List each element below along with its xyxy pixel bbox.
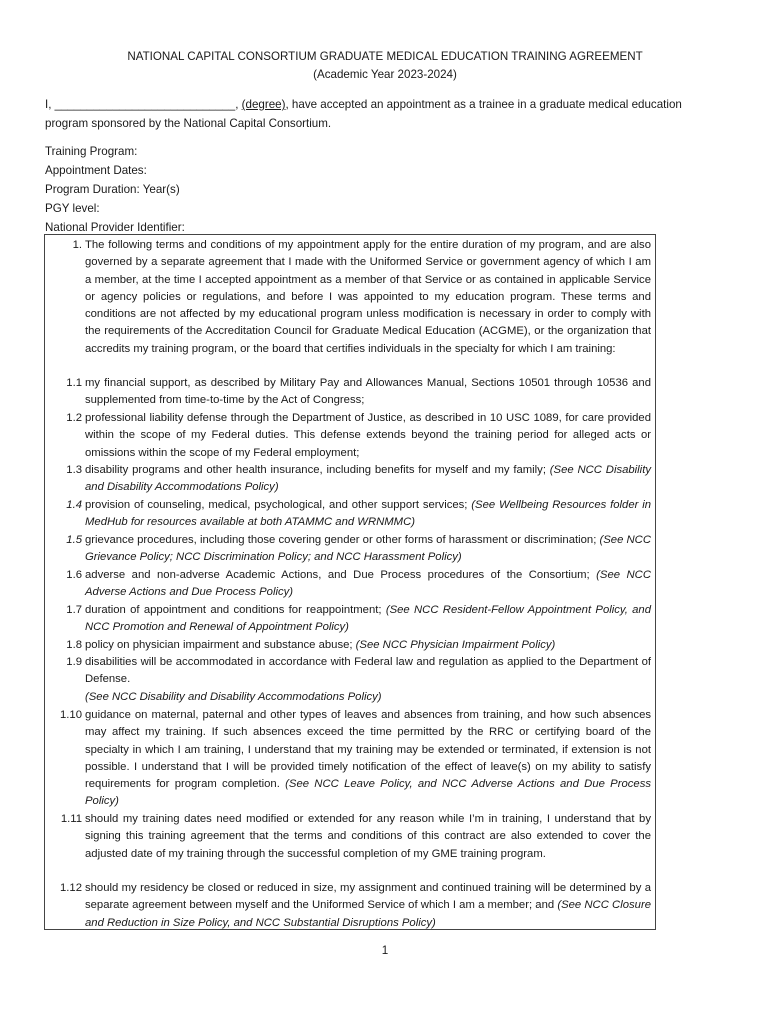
intro-suffix: , have accepted an appointment as a trainee in a graduate medical education program sponsored by the National Capital Consortium.	[45, 98, 682, 130]
npi-field: National Provider Identifier:	[45, 221, 185, 234]
term-number: 1.4	[66, 499, 82, 511]
term-text: The following terms and conditions of my appointment apply for the entire duration of my program, and are also governed by a separate agreement that I made with the Uniformed Service or government agency of which I am a member, at the time I accepted appointment as a member of that Service or as contained in applicable Service or agency policies or regulations, and before I was appointed to my education program. These terms and conditions are not affected by my educational program unless modification is necessary in order to comply with the requirements of the Accreditation Council for Graduate Medical Education (ACGME), or the organization that accredits my training program, or the board that certifies individuals in the specialty for which I am training:	[85, 239, 651, 355]
term-number: 1.10	[60, 709, 82, 721]
term-text: provision of counseling, medical, psychological, and other support services; (See Wellbeing Resources folder in MedHub for resources available at both ATAMMC and WRNMMC)	[85, 499, 652, 529]
term-number: 1.9	[66, 656, 82, 668]
term-text: disability programs and other health insurance, including benefits for myself and my family; (See NCC Disability and Disability Accommodations Policy)	[85, 464, 651, 494]
appointment-dates-field: Appointment Dates:	[45, 164, 147, 177]
term-number: 1.6	[66, 569, 82, 581]
term-text: policy on physician impairment and substance abuse; (See NCC Physician Impairment Policy)	[85, 639, 556, 651]
term-number: 1.2	[66, 412, 82, 424]
term-text: professional liability defense through the Department of Justice, as described in 10 USC 1089, for care provided within the scope of my Federal duties. This defense extends beyond the training period for alleged acts or omissions within the scope of my Federal employment;	[85, 412, 651, 459]
intro-prefix: I, ____________________________,	[45, 98, 242, 111]
term-number: 1.3	[66, 464, 82, 476]
degree-label: (degree)	[241, 98, 286, 111]
term-text: adverse and non-adverse Academic Actions, and Due Process procedures of the Consortium; (See NCC Adverse Actions and Due Process Policy)	[85, 569, 651, 599]
term-text: grievance procedures, including those covering gender or other forms of harassment or discrimination; (See NCC Grievance Policy; NCC Discrimination Policy; and NCC Harassment Policy)	[85, 534, 651, 564]
training-program-field: Training Program:	[45, 145, 138, 158]
term-text: disabilities will be accommodated in accordance with Federal law and regulation as applied to the Department of Defense. (See NCC Disability and Disability Accommodations Policy)	[85, 656, 651, 703]
term-number: 1.7	[66, 604, 82, 616]
academic-year: (Academic Year 2023-2024)	[313, 68, 457, 81]
term-text: should my residency be closed or reduced in size, my assignment and continued training will be determined by a separate agreement between myself and the Uniformed Service of which I am a member; and (See NCC Closure and Reduction in Size Policy, and NCC Substantial Disruptions Policy)	[85, 882, 651, 929]
page-number: 1	[381, 944, 389, 957]
terms-box	[44, 234, 656, 930]
term-number: 1.1	[66, 377, 82, 389]
term-text: guidance on maternal, paternal and other types of leaves and absences from training, and how such absences may affect my training. If such absences exceed the time permitted by the RRC or certifying board of the specialty in which I am training, I understand that my training may be extended or terminated, if extension is not possible. I understand that I will be provided timely notification of the effect of leave(s) on my ability to satisfy requirements for program completion. (See NCC Leave Policy, and NCC Adverse Actions and Due Process Policy)	[85, 709, 651, 808]
appointment-fields	[45, 142, 185, 237]
term-text: should my training dates need modified or extended for any reason while I’m in training, I understand that by signing this training agreement that the terms and conditions of this contract are also extended to cover the adjusted date of my training through the successful completion of my GME training program.	[85, 813, 651, 860]
term-number: 1.11	[60, 813, 82, 825]
pgy-level-field: PGY level:	[45, 202, 100, 215]
program-duration-field: Program Duration: Year(s)	[45, 183, 180, 196]
term-text: my financial support, as described by Military Pay and Allowances Manual, Sections 10501 through 10536 and supplemented from time-to-time by the Act of Congress;	[85, 377, 651, 407]
intro-paragraph	[45, 95, 725, 133]
term-number: 1.8	[66, 639, 82, 651]
term-number: 1.5	[66, 534, 82, 546]
term-text: duration of appointment and conditions for reappointment; (See NCC Resident-Fellow Appointment Policy, and NCC Promotion and Renewal of Appointment Policy)	[85, 604, 651, 634]
document-title: NATIONAL CAPITAL CONSORTIUM GRADUATE MEDICAL EDUCATION TRAINING AGREEMENT	[127, 50, 643, 63]
term-number: 1.	[72, 239, 82, 251]
term-number: 1.12	[60, 882, 82, 894]
